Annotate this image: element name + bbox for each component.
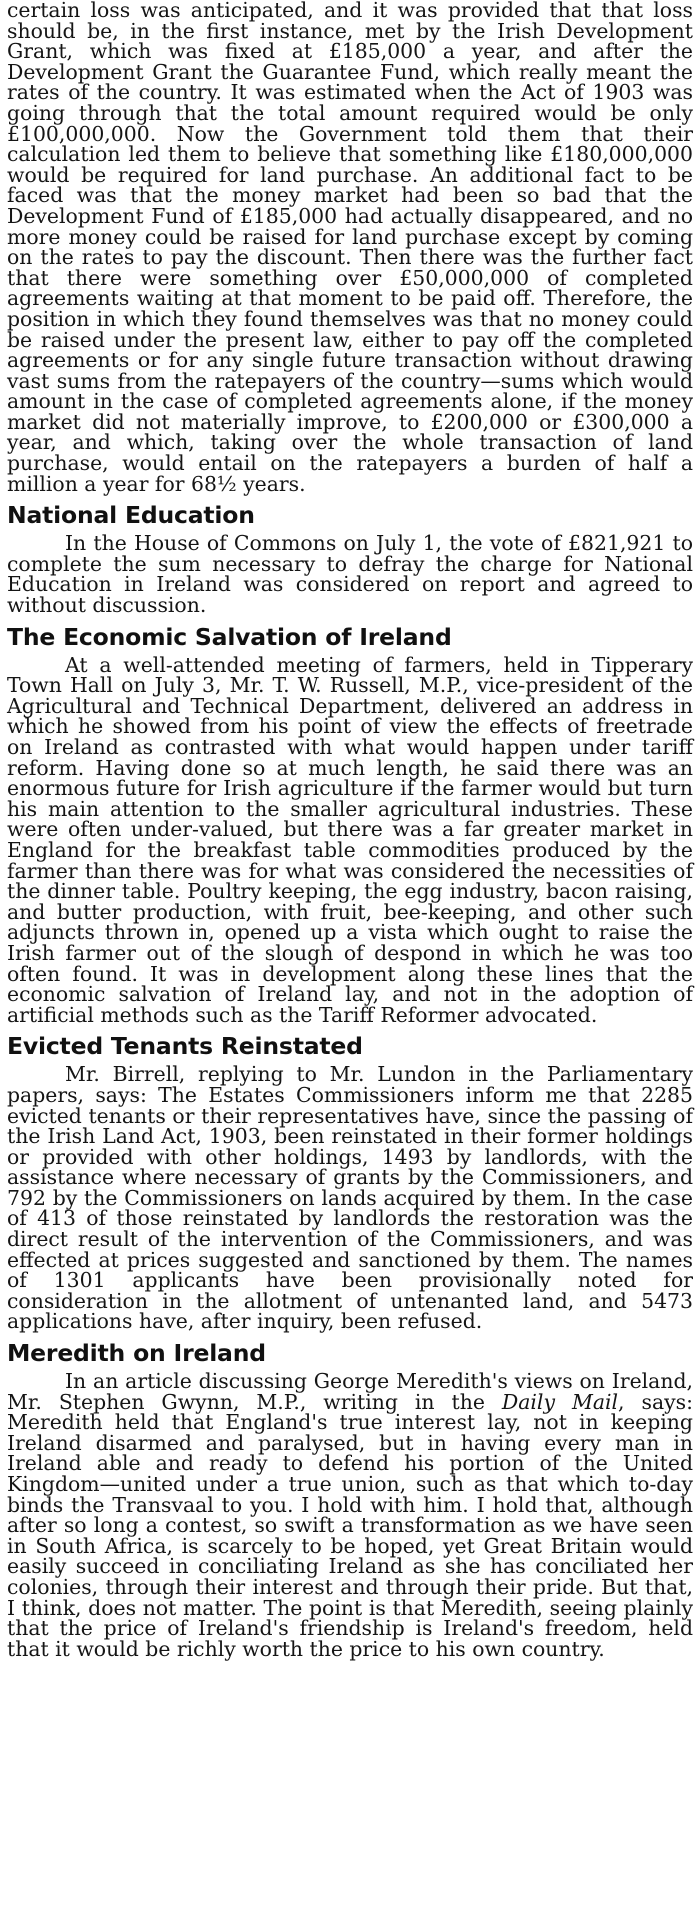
section-heading: The Economic Salvation of Ireland [7, 622, 452, 651]
section-paragraph: At a well-attended meeting of farmers, held in Tipperary Town Hall on July 3, Mr. T. W. Russell, M.P., vice-president of the Agricultural and Technical Department, delivered an address in which he showed from his point of view the effects of freetrade on Ireland as contrasted with what would happen under tariff reform. Having done so at much length, he said there was an enormous future for Irish agriculture if the farmer would but turn his main attention to the smaller agricultural industries. These were often under-valued, but there was a far greater market in England for the breakfast table commodities produced by the farmer than there was for what was considered the necessities of the dinner table. Poultry keeping, the egg industry, bacon raising, and butter production, with fruit, bee-keeping, and other such adjuncts thrown in, opened up a vista which ought to raise the Irish farmer out of the slough of despond in which he was too often found. It was in development along these lines that the economic salvation of Ireland lay, and not in the adoption of artificial methods such as the Tariff Reformer advocated. [7, 652, 693, 1027]
section-paragraph: Mr. Birrell, replying to Mr. Lundon in the Parliamentary papers, says: The Estates Commissioners inform me that 2285 evicted tenants or their representatives have, since the passing of the Irish Land Act, 1903, been reinstated in their former holdings or provided with other holdings, 1493 by landlords, with the assistance where necessary of grants by the Commissioners, and 792 by the Commissioners on lands acquired by them. In the case of 413 of those reinstated by landlords the restoration was the direct result of the intervention of the Commissioners, and was effected at prices suggested and sanctioned by them. The names of 1301 applicants have been provisionally noted for consideration in the allotment of untenanted land, and 5473 applications have, after inquiry, been refused. [7, 1062, 693, 1334]
paragraph-text-after-italic: , says: Meredith held that England's true interest lay, not in keeping Ireland disarmed and paralysed, but in having every man in Ireland able and ready to defend his portion of the United Kingdom—united under a true union, such as that which to-day binds the Transvaal to you. I hold with him. I hold that, although after so long a contest, so swift a transformation as we have seen in South Africa, is scarcely to be hoped, yet Great Britain would easily succeed in conciliating Ireland as she has conciliated her colonies, through their interest and through their pride. But that, I think, does not matter. The point is that Meredith, seeing plainly that the price of Ireland's friendship is Ireland's freedom, held that it would be richly worth the price to his own country. [7, 1389, 693, 1661]
paragraph-text-before-italic: In an article discussing George Meredith's views on Ireland, Mr. Stephen Gwynn, M.P., writing in the [7, 1369, 693, 1414]
section-meredith-on-ireland [7, 1332, 693, 1659]
section-national-education [7, 494, 693, 618]
section-economic-salvation [7, 616, 693, 1026]
newspaper-title: Daily Mail [501, 1389, 619, 1414]
section-evicted-tenants [7, 1025, 693, 1332]
section-paragraph: In the House of Commons on July 1, the vote of £821,921 to complete the sum necessary to defray the charge for National Education in Ireland was considered on report and agreed to without discussion. [7, 531, 693, 618]
section-heading: National Education [7, 501, 255, 530]
continuation-paragraph: certain loss was anticipated, and it was provided that that loss should be, in the first instance, met by the Irish Development Grant, which was fixed at £185,000 a year, and after the Development Grant the Guarantee Fund, which really meant the rates of the country. It was estimated when the Act of 1903 was going through that the total amount required would be only £100,000,000. Now the Government told them that their calculation led them to believe that something like £180,000,000 would be required for land purchase. An additional fact to be faced was that the money market had been so bad that the Development Fund of £185,000 had actually disappeared, and no more money could be raised for land purchase except by coming on the rates to pay the discount. Then there was the further fact that there were something over £50,000,000 of completed agreements waiting at that moment to be paid off. Therefore, the position in which they found themselves was that no money could be raised under the present law, either to pay off the completed agreements or for any single future transaction without drawing vast sums from the ratepayers of the country—sums which would amount in the case of completed agreements alone, if the money market did not materially improve, to £200,000 or £300,000 a year, and which, taking over the whole transaction of land purchase, would entail on the ratepayers a burden of half a million a year for 68½ years. [7, 0, 693, 496]
section-heading: Meredith on Ireland [7, 1339, 266, 1368]
section-heading: Evicted Tenants Reinstated [7, 1032, 363, 1061]
section-paragraph [7, 1371, 693, 1659]
